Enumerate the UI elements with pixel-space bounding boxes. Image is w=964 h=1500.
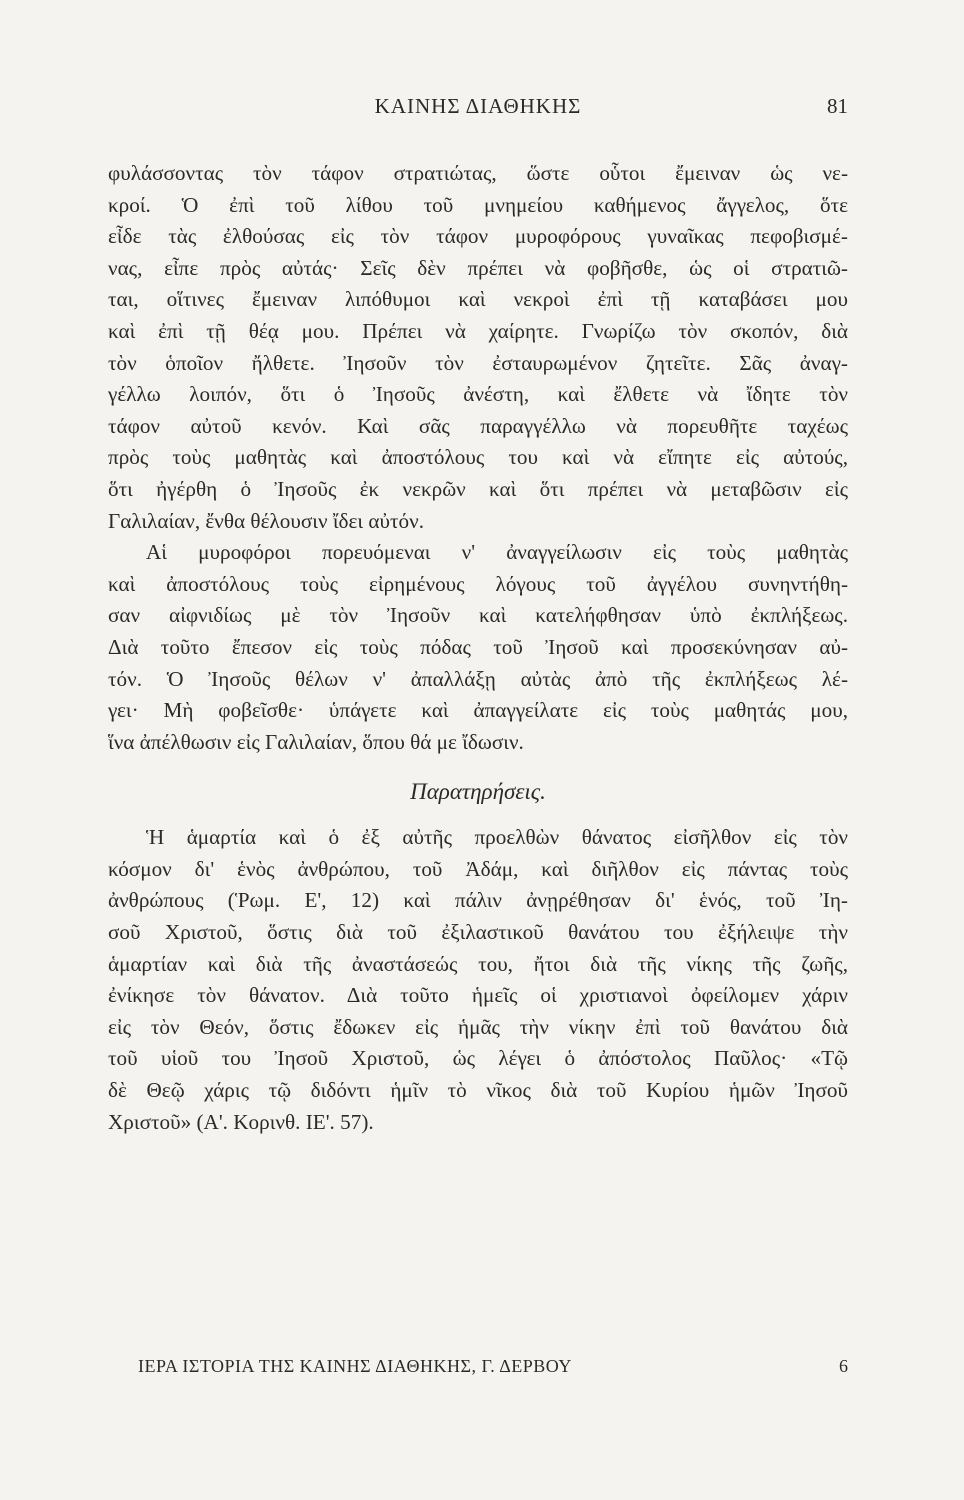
text-line: τὸν ὁποῖον ἤλθετε. Ἰησοῦν τὸν ἐσταυρωμένον ζητεῖτε. Σᾶς ἀναγ- xyxy=(108,350,848,375)
text-line: τόν. Ὁ Ἰησοῦς θέλων ν' ἀπαλλάξῃ αὐτὰς ἀπὸ τῆς ἐκπλήξεως λέ- xyxy=(108,666,848,691)
text-line: νας, εἶπε πρὸς αὐτάς· Σεῖς δὲν πρέπει νὰ φοβῆσθε, ὡς οἱ στρατιῶ- xyxy=(108,255,848,280)
footer-title: ΙΕΡΑ ΙΣΤΟΡΙΑ ΤΗΣ ΚΑΙΝΗΣ ΔΙΑΘΗΚΗΣ, Γ. ΔΕΡΒΟΥ xyxy=(138,1356,572,1376)
text-line: πρὸς τοὺς μαθητὰς καὶ ἀποστόλους του καὶ νὰ εἴπητε εἰς αὐτούς, xyxy=(108,445,848,470)
signature-mark: 6 xyxy=(839,1356,848,1376)
text-line: γέλλω λοιπόν, ὅτι ὁ Ἰησοῦς ἀνέστη, καὶ ἔλθετε νὰ ἴδητε τὸν xyxy=(108,382,848,407)
page-header xyxy=(108,94,848,134)
page-body xyxy=(108,158,848,1138)
text-line: Διὰ τοῦτο ἔπεσον εἰς τοὺς πόδας τοῦ Ἰησοῦ καὶ προσεκύνησαν αὐ- xyxy=(108,634,848,659)
text-line: κόσμον δι' ἑνὸς ἀνθρώπου, τοῦ Ἀδάμ, καὶ διῆλθον εἰς πάντας τοὺς xyxy=(108,856,848,881)
text-line: εἰς τὸν Θεόν, ὅστις ἔδωκεν εἰς ἡμᾶς τὴν νίκην ἐπὶ τοῦ θανάτου διὰ xyxy=(108,1014,848,1039)
text-line: τοῦ υἱοῦ του Ἰησοῦ Χριστοῦ, ὡς λέγει ὁ ἀπόστολος Παῦλος· «Τῷ xyxy=(108,1046,848,1071)
text-line: ἁμαρτίαν καὶ διὰ τῆς ἀναστάσεώς του, ἤτοι διὰ τῆς νίκης τῆς ζωῆς, xyxy=(108,951,848,976)
text-line: ἀνθρώπους (Ῥωμ. Ε', 12) καὶ πάλιν ἀνῃρέθησαν δι' ἑνός, τοῦ Ἰη- xyxy=(108,888,848,913)
text-line: δὲ Θεῷ χάρις τῷ διδόντι ἡμῖν τὸ νῖκος διὰ τοῦ Κυρίου ἡμῶν Ἰησοῦ xyxy=(108,1078,848,1103)
text-line: Ἡ ἁμαρτία καὶ ὁ ἐξ αὐτῆς προελθὼν θάνατος εἰσῆλθον εἰς τὸν xyxy=(146,825,848,850)
page-footer xyxy=(108,1356,848,1386)
text-line: σοῦ Χριστοῦ, ὅστις διὰ τοῦ ἐξιλαστικοῦ θανάτου του ἐξήλειψε τὴν xyxy=(108,920,848,945)
paragraph-2 xyxy=(108,537,848,758)
text-line: τάφον αὐτοῦ κενόν. Καὶ σᾶς παραγγέλλω νὰ πορευθῆτε ταχέως xyxy=(108,413,848,438)
paragraph-3 xyxy=(108,822,848,1138)
text-line: σαν αἰφνιδίως μὲ τὸν Ἰησοῦν καὶ κατελήφθησαν ὑπὸ ἐκπλήξεως. xyxy=(108,603,848,628)
text-line: καὶ ἐπὶ τῇ θέᾳ μου. Πρέπει νὰ χαίρητε. Γνωρίζω τὸν σκοπόν, διὰ xyxy=(108,318,848,343)
text-line: κροί. Ὁ ἐπὶ τοῦ λίθου τοῦ μνημείου καθήμενος ἄγγελος, ὅτε xyxy=(108,192,848,217)
running-head: ΚΑΙΝΗΣ ΔΙΑΘΗΚΗΣ xyxy=(374,94,582,118)
paragraph-1 xyxy=(108,158,848,537)
text-line: ται, οἵτινες ἔμειναν λιπόθυμοι καὶ νεκροὶ ἐπὶ τῇ καταβάσει μου xyxy=(108,287,848,312)
text-line: φυλάσσοντας τὸν τάφον στρατιώτας, ὥστε οὗτοι ἔμειναν ὡς νε- xyxy=(108,161,848,185)
section-heading: Παρατηρήσεις. xyxy=(410,779,546,805)
text-line: ἵνα ἀπέλθωσιν εἰς Γαλιλαίαν, ὅπου θά με ἴδωσιν. xyxy=(108,729,524,754)
text-line: Γαλιλαίαν, ἔνθα θέλουσιν ἴδει αὐτόν. xyxy=(108,508,424,533)
text-line: γει· Μὴ φοβεῖσθε· ὑπάγετε καὶ ἀπαγγείλατε εἰς τοὺς μαθητάς μου, xyxy=(108,698,848,723)
text-line: καὶ ἀποστόλους τοὺς εἰρημένους λόγους τοῦ ἀγγέλου συνηντήθη- xyxy=(108,571,848,596)
text-line: ἐνίκησε τὸν θάνατον. Διὰ τοῦτο ἡμεῖς οἱ χριστιανοὶ ὀφείλομεν χάριν xyxy=(108,983,848,1008)
text-line: εἶδε τὰς ἐλθούσας εἰς τὸν τάφον μυροφόρους γυναῖκας πεφοβισμέ- xyxy=(108,224,848,249)
page-number: 81 xyxy=(827,94,848,118)
text-line: Χριστοῦ» (Α'. Κορινθ. ΙΕ'. 57). xyxy=(108,1109,374,1134)
text-line: Αἱ μυροφόροι πορευόμεναι ν' ἀναγγείλωσιν εἰς τοὺς μαθητὰς xyxy=(146,540,848,565)
text-line: ὅτι ἠγέρθη ὁ Ἰησοῦς ἐκ νεκρῶν καὶ ὅτι πρέπει νὰ μεταβῶσιν εἰς xyxy=(108,476,848,501)
